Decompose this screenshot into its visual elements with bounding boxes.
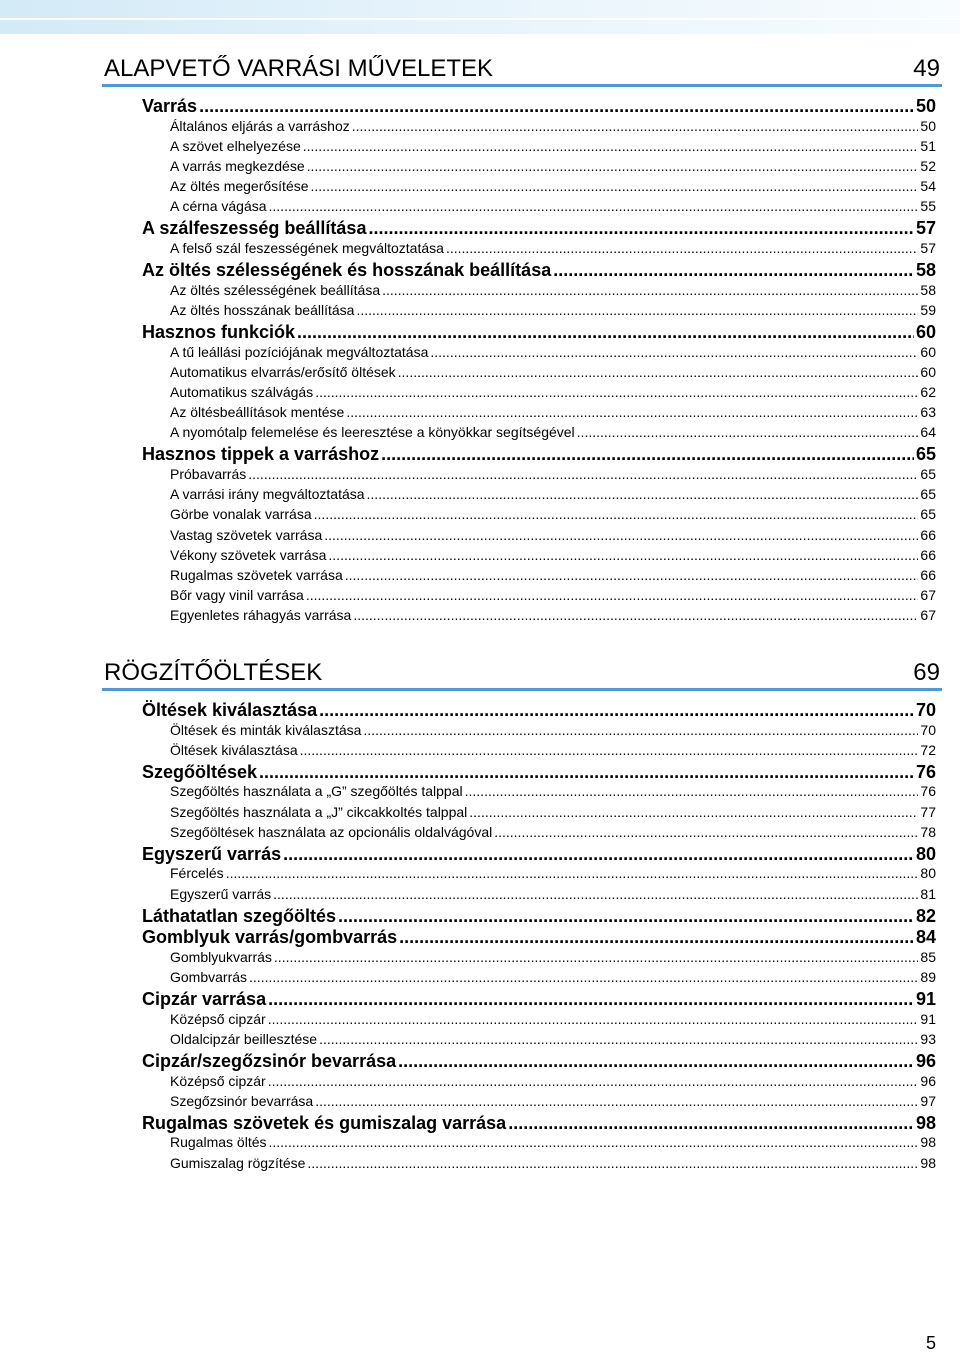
toc-heading-entry[interactable] <box>142 700 936 722</box>
dot-leader <box>319 1031 918 1047</box>
toc-entry-title: Középső cipzár <box>170 1072 266 1089</box>
dot-leader <box>494 824 918 840</box>
section-page-number: 69 <box>913 659 940 686</box>
toc-entry-title: Általános eljárás a varráshoz <box>170 117 350 134</box>
toc-entry-title: A felső szál feszességének megváltoztatása <box>170 239 444 256</box>
dot-leader <box>306 587 919 603</box>
dot-leader <box>346 404 918 420</box>
top-banner <box>0 0 960 34</box>
toc-list-utility-stitches <box>142 700 936 1175</box>
dot-leader <box>315 1093 918 1109</box>
toc-subentry[interactable] <box>142 384 936 404</box>
dot-leader <box>249 969 918 985</box>
section-page-number: 49 <box>913 55 940 82</box>
toc-entry-title: Egyenletes ráhagyás varrása <box>170 607 352 624</box>
toc-entry-title: Láthatatlan szegőöltés <box>142 905 337 926</box>
toc-entry-page: 89 <box>920 969 936 985</box>
toc-entry-title: Automatikus elvarrás/erősítő öltések <box>170 363 396 380</box>
toc-entry-page: 57 <box>920 239 936 256</box>
toc-subentry[interactable] <box>142 158 936 178</box>
toc-entry-page: 70 <box>920 721 936 738</box>
dot-leader <box>226 865 919 881</box>
dot-leader <box>324 527 918 543</box>
toc-section-utility-stitches <box>102 658 942 691</box>
toc-subentry[interactable] <box>142 1134 936 1154</box>
toc-heading-entry[interactable] <box>142 322 936 344</box>
toc-entry-page: 80 <box>915 843 936 864</box>
toc-entry-page: 76 <box>920 783 936 800</box>
toc-heading-entry[interactable] <box>142 906 936 928</box>
toc-heading-entry[interactable] <box>142 927 936 949</box>
toc-entry-title: Hasznos funkciók <box>142 322 296 342</box>
toc-subentry[interactable] <box>142 1093 936 1113</box>
toc-subentry[interactable] <box>142 198 936 218</box>
toc-entry-page: 96 <box>920 1072 936 1089</box>
toc-entry-title: Hasznos tippek a varráshoz <box>142 444 380 465</box>
toc-entry-title: Az öltés szélességének és hosszának beállítása <box>142 260 552 281</box>
section-title: RÖGZÍTŐÖLTÉSEK <box>104 659 323 686</box>
toc-heading-entry[interactable] <box>142 1051 936 1073</box>
toc-entry-title: Fércelés <box>170 865 224 882</box>
dot-leader <box>398 1051 914 1072</box>
toc-entry-page: 67 <box>920 587 936 604</box>
toc-subentry[interactable] <box>142 824 936 844</box>
toc-subentry[interactable] <box>142 804 936 824</box>
toc-subentry[interactable] <box>142 344 936 364</box>
toc-entry-page: 66 <box>920 566 936 583</box>
toc-subentry[interactable] <box>142 404 936 424</box>
dot-leader <box>268 1011 919 1027</box>
dot-leader <box>311 178 919 194</box>
toc-entry-page: 50 <box>920 117 936 134</box>
toc-subentry[interactable] <box>142 607 936 627</box>
toc-entry-title: Az öltés szélességének beállítása <box>170 281 381 298</box>
toc-entry-page: 98 <box>920 1154 936 1171</box>
toc-entry-page: 93 <box>920 1030 936 1047</box>
toc-subentry[interactable] <box>142 302 936 322</box>
dot-leader <box>248 466 918 482</box>
toc-entry-title: A cérna vágása <box>170 198 267 215</box>
toc-heading-entry[interactable] <box>142 444 936 466</box>
toc-entry-page: 98 <box>920 1134 936 1151</box>
toc-entry-title: A szálfeszesség beállítása <box>142 218 367 239</box>
toc-list-basic-sewing <box>142 96 936 627</box>
section-header <box>102 658 942 691</box>
toc-subentry[interactable] <box>142 722 936 742</box>
toc-entry-title: Cipzár/szegőzsinór bevarrása <box>142 1051 397 1072</box>
toc-entry-title: Öltések kiválasztása <box>142 700 318 720</box>
toc-entry-title: Vastag szövetek varrása <box>170 526 323 543</box>
toc-entry-page: 55 <box>920 198 936 215</box>
dot-leader <box>465 783 919 799</box>
toc-entry-title: Egyszerű varrás <box>142 843 282 864</box>
toc-subentry[interactable] <box>142 118 936 138</box>
toc-subentry[interactable] <box>142 506 936 526</box>
toc-entry-title: Oldalcipzár beillesztése <box>170 1030 318 1047</box>
toc-entry-title: A varrási irány megváltoztatása <box>170 486 365 503</box>
toc-subentry[interactable] <box>142 1155 936 1175</box>
toc-section-basic-sewing <box>102 54 942 87</box>
toc-entry-page: 70 <box>915 700 936 720</box>
toc-entry-title: Gumiszalag rögzítése <box>170 1154 306 1171</box>
dot-leader <box>382 282 918 298</box>
toc-entry-title: Szegőzsinór bevarrása <box>170 1092 314 1109</box>
toc-entry-page: 50 <box>915 96 936 116</box>
dot-leader <box>315 384 918 400</box>
toc-subentry[interactable] <box>142 364 936 384</box>
toc-entry-page: 91 <box>920 1010 936 1027</box>
toc-entry-page: 65 <box>920 465 936 482</box>
dot-leader <box>319 700 914 721</box>
toc-subentry[interactable] <box>142 138 936 158</box>
toc-entry-title: Az öltésbeállítások mentése <box>170 404 345 421</box>
dot-leader <box>283 844 914 865</box>
toc-entry-page: 60 <box>915 322 936 342</box>
toc-subentry[interactable] <box>142 466 936 486</box>
dot-leader <box>577 424 919 440</box>
toc-entry-page: 96 <box>915 1051 936 1072</box>
toc-subentry[interactable] <box>142 1011 936 1031</box>
toc-entry-title: A szövet elhelyezése <box>170 137 301 154</box>
toc-entry-page: 76 <box>915 761 936 782</box>
toc-subentry[interactable] <box>142 865 936 885</box>
dot-leader <box>353 607 918 623</box>
toc-subentry[interactable] <box>142 587 936 607</box>
toc-subentry[interactable] <box>142 949 936 969</box>
toc-entry-page: 59 <box>920 301 936 318</box>
toc-subentry[interactable] <box>142 282 936 302</box>
dot-leader <box>269 198 919 214</box>
dot-leader <box>300 742 919 758</box>
toc-heading-entry[interactable] <box>142 218 936 240</box>
toc-entry-page: 98 <box>915 1112 936 1133</box>
toc-subentry[interactable] <box>142 742 936 762</box>
toc-entry-title: Automatikus szálvágás <box>170 383 314 400</box>
toc-entry-title: Rugalmas öltés <box>170 1134 267 1151</box>
dot-leader <box>356 302 918 318</box>
toc-entry-title: A nyomótalp felemelése és leeresztése a könyökkar segítségével <box>170 424 575 441</box>
dot-leader <box>367 486 919 502</box>
toc-entry-page: 82 <box>915 905 936 926</box>
toc-subentry[interactable] <box>142 1073 936 1093</box>
toc-entry-page: 63 <box>920 404 936 421</box>
dot-leader <box>307 158 919 174</box>
toc-entry-page: 58 <box>915 260 936 281</box>
toc-entry-page: 80 <box>920 865 936 882</box>
toc-entry-page: 57 <box>915 218 936 239</box>
toc-entry-title: Öltések kiválasztása <box>170 741 298 758</box>
dot-leader <box>368 218 914 239</box>
dot-leader <box>199 96 914 117</box>
toc-entry-page: 72 <box>920 741 936 758</box>
toc-entry-title: Szegőöltés használata a „J” cikcakkoltés talppal <box>170 803 468 820</box>
toc-heading-entry[interactable] <box>142 989 936 1011</box>
dot-leader <box>259 762 914 783</box>
toc-entry-title: A varrás megkezdése <box>170 157 305 174</box>
top-banner-stripe <box>0 18 960 20</box>
toc-entry-page: 65 <box>915 444 936 465</box>
dot-leader <box>398 364 919 380</box>
dot-leader <box>269 1134 919 1150</box>
toc-entry-title: A tű leállási pozíciójának megváltoztatása <box>170 343 429 360</box>
toc-entry-title: Öltések és minták kiválasztása <box>170 721 362 738</box>
toc-subentry[interactable] <box>142 783 936 803</box>
dot-leader <box>381 444 914 465</box>
dot-leader <box>399 927 914 948</box>
toc-entry-page: 81 <box>920 885 936 902</box>
dot-leader <box>345 567 919 583</box>
toc-entry-title: Egyszerű varrás <box>170 885 272 902</box>
dot-leader <box>303 138 919 154</box>
dot-leader <box>273 886 918 902</box>
toc-subentry[interactable] <box>142 886 936 906</box>
toc-subentry[interactable] <box>142 969 936 989</box>
toc-subentry[interactable] <box>142 486 936 506</box>
toc-subentry[interactable] <box>142 567 936 587</box>
dot-leader <box>446 240 918 256</box>
dot-leader <box>338 906 914 927</box>
toc-entry-title: Varrás <box>142 96 198 116</box>
page-number: 5 <box>926 1333 937 1353</box>
toc-entry-page: 67 <box>920 607 936 624</box>
toc-entry-page: 77 <box>920 803 936 820</box>
toc-subentry[interactable] <box>142 178 936 198</box>
toc-entry-title: Bőr vagy vinil varrása <box>170 587 304 604</box>
toc-entry-page: 60 <box>920 343 936 360</box>
toc-entry-page: 51 <box>920 137 936 154</box>
toc-entry-page: 64 <box>920 424 936 441</box>
toc-entry-page: 97 <box>920 1092 936 1109</box>
toc-entry-title: Cipzár varrása <box>142 989 267 1010</box>
dot-leader <box>352 118 919 134</box>
toc-entry-title: Szegőöltések <box>142 761 258 782</box>
toc-heading-entry[interactable] <box>142 762 936 784</box>
toc-subentry[interactable] <box>142 527 936 547</box>
dot-leader <box>508 1113 914 1134</box>
dot-leader <box>307 1155 918 1171</box>
toc-entry-page: 91 <box>915 989 936 1010</box>
toc-entry-title: Görbe vonalak varrása <box>170 506 312 523</box>
dot-leader <box>430 344 918 360</box>
toc-entry-page: 62 <box>920 383 936 400</box>
toc-entry-page: 60 <box>920 363 936 380</box>
toc-entry-title: Rugalmas szövetek varrása <box>170 566 343 583</box>
toc-entry-title: Szegőöltés használata a „G” szegőöltés talppal <box>170 783 463 800</box>
dot-leader <box>328 547 918 563</box>
toc-subentry[interactable] <box>142 240 936 260</box>
toc-entry-title: Próbavarrás <box>170 465 247 482</box>
dot-leader <box>268 1073 919 1089</box>
toc-subentry[interactable] <box>142 1031 936 1051</box>
toc-entry-title: Gomblyuk varrás/gombvarrás <box>142 927 398 948</box>
section-header <box>102 54 942 87</box>
toc-entry-title: Az öltés hosszának beállítása <box>170 301 355 318</box>
toc-subentry[interactable] <box>142 424 936 444</box>
toc-heading-entry[interactable] <box>142 260 936 282</box>
toc-entry-title: Az öltés megerősítése <box>170 178 309 195</box>
dot-leader <box>274 949 919 965</box>
toc-entry-title: Gombvarrás <box>170 969 248 985</box>
toc-heading-entry[interactable] <box>142 1113 936 1135</box>
toc-entry-page: 65 <box>920 486 936 503</box>
toc-entry-page: 66 <box>920 546 936 563</box>
toc-entry-title: Vékony szövetek varrása <box>170 546 327 563</box>
dot-leader <box>363 722 918 738</box>
toc-entry-page: 78 <box>920 823 936 840</box>
dot-leader <box>469 804 918 820</box>
dot-leader <box>553 260 914 281</box>
dot-leader <box>314 506 919 522</box>
toc-subentry[interactable] <box>142 547 936 567</box>
toc-entry-title: Rugalmas szövetek és gumiszalag varrása <box>142 1112 507 1133</box>
toc-entry-page: 85 <box>920 948 936 965</box>
toc-heading-entry[interactable] <box>142 844 936 866</box>
toc-entry-page: 52 <box>920 157 936 174</box>
toc-entry-page: 65 <box>920 506 936 523</box>
toc-entry-page: 58 <box>920 281 936 298</box>
toc-entry-title: Gomblyukvarrás <box>170 948 272 965</box>
toc-entry-title: Középső cipzár <box>170 1010 266 1027</box>
dot-leader <box>268 989 914 1010</box>
toc-heading-entry[interactable] <box>142 96 936 118</box>
toc-entry-page: 66 <box>920 526 936 543</box>
toc-entry-page: 84 <box>915 927 936 948</box>
toc-entry-page: 54 <box>920 178 936 195</box>
section-title: ALAPVETŐ VARRÁSI MŰVELETEK <box>104 55 494 82</box>
toc-entry-title: Szegőöltések használata az opcionális oldalvágóval <box>170 823 493 840</box>
dot-leader <box>297 322 914 343</box>
